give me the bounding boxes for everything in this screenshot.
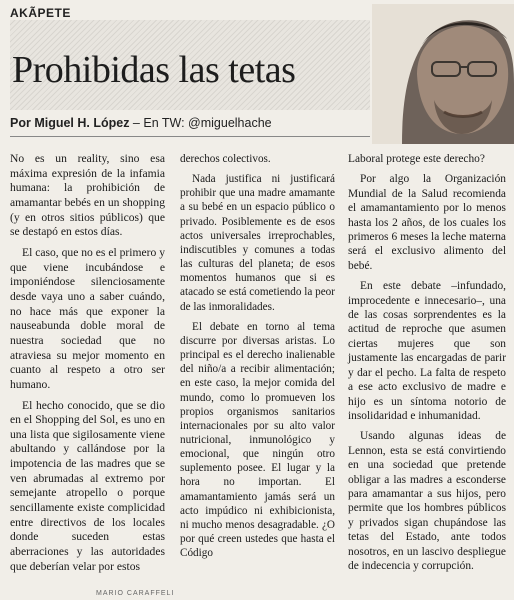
author-social: – En TW: @miguelhache <box>129 116 272 130</box>
paragraph: Nada justifica ni justificará prohibir que una madre amamante a su bebé en un espacio público o privado. Posiblemente es de esos actos universales irreprochables, indiscutibles y comunes a todas las culturas del planeta; de esos momentos humanos que si es atacado se está cometiendo la peor de las inmoralidades. <box>180 173 335 313</box>
author-photo <box>372 4 514 144</box>
byline <box>10 116 272 130</box>
article-title: Prohibidas las tetas <box>12 49 296 91</box>
paragraph: Usando algunas ideas de Lennon, esta se está convirtiendo en una sociedad que pretende obligar a las madres a esconderse para amamantar a sus hijos, pero permite que los hombres públicos y privados sigan chupándose las tetas del Estado, ante todos nosotros, en un lascivo despliegue de indecencia y corrupción. <box>348 430 506 572</box>
paragraph: Por algo la Organización Mundial de la Salud recomienda el amamantamiento por lo menos hasta los 2 años, de los cuales los primeros 6 meses la leche materna será el exclusivo alimento del bebé. <box>348 173 506 272</box>
paragraph: No es un reality, sino esa máxima expresión de la infamia humana: la prohibición de amamantar bebés en un shopping (y en otros sitios públicos) que se destapó en estos días. <box>10 152 165 239</box>
column-1 <box>10 152 165 580</box>
paragraph: El caso, que no es el primero y que viene incubándose e imponiéndose silenciosamente desde vaya uno a saber cuándo, no hace más que exponer la nauseabunda doble moral de nuestra sociedad que no atraviesa su mejor momento en cuanto al respeto a otro ser humano. <box>10 245 165 391</box>
paragraph: En este debate –infundado, improcedente e innecesario–, una de las cosas sorprendentes es la actitud de reproche que asumen ciertas mujeres que son justamente las encargadas de parir y dar el pecho. La falta de respeto a ese acto exclusivo de madre e hijo es un síntoma notorio de insolidaridad e inhumanidad. <box>348 280 506 422</box>
header-divider <box>10 136 370 137</box>
paragraph: El debate en torno al tema discurre por diversas aristas. Lo principal es el derecho inalienable del niño/a a recibir alimentación; en este caso, la mejor comida del mundo, como lo promueven los propios organismos sanitarios internacionales por su alto valor nutricional, inmunológico y emocional, que ningún otro suplemento posee. El lugar y la hora no importan. El amamantamiento jamás será un acto impúdico ni exhibicionista, ni mucho menos desagradable. ¿O por qué creen ustedes que hasta el Código <box>180 320 335 560</box>
byline-prefix: Por <box>10 116 35 130</box>
column-3 <box>348 152 506 579</box>
photo-credit: MARIO CARAFFELI <box>96 590 175 597</box>
author-name: Miguel H. López <box>34 116 130 130</box>
paragraph: El hecho conocido, que se dio en el Shopping del Sol, es uno en una lista que sigilosamente viene abultando y callándose por la impotencia de las madres que se ven abrumadas al extremo por semejante atropello o porque sencillamente existe complicidad entre directivos de los locales donde suceden estas aberraciones y las autoridades que deberían velar por estos <box>10 398 165 573</box>
paragraph: Laboral protege este derecho? <box>348 153 485 165</box>
column-2 <box>180 152 335 566</box>
paragraph: derechos colectivos. <box>180 153 271 165</box>
section-label: AKÃPETE <box>10 6 71 20</box>
